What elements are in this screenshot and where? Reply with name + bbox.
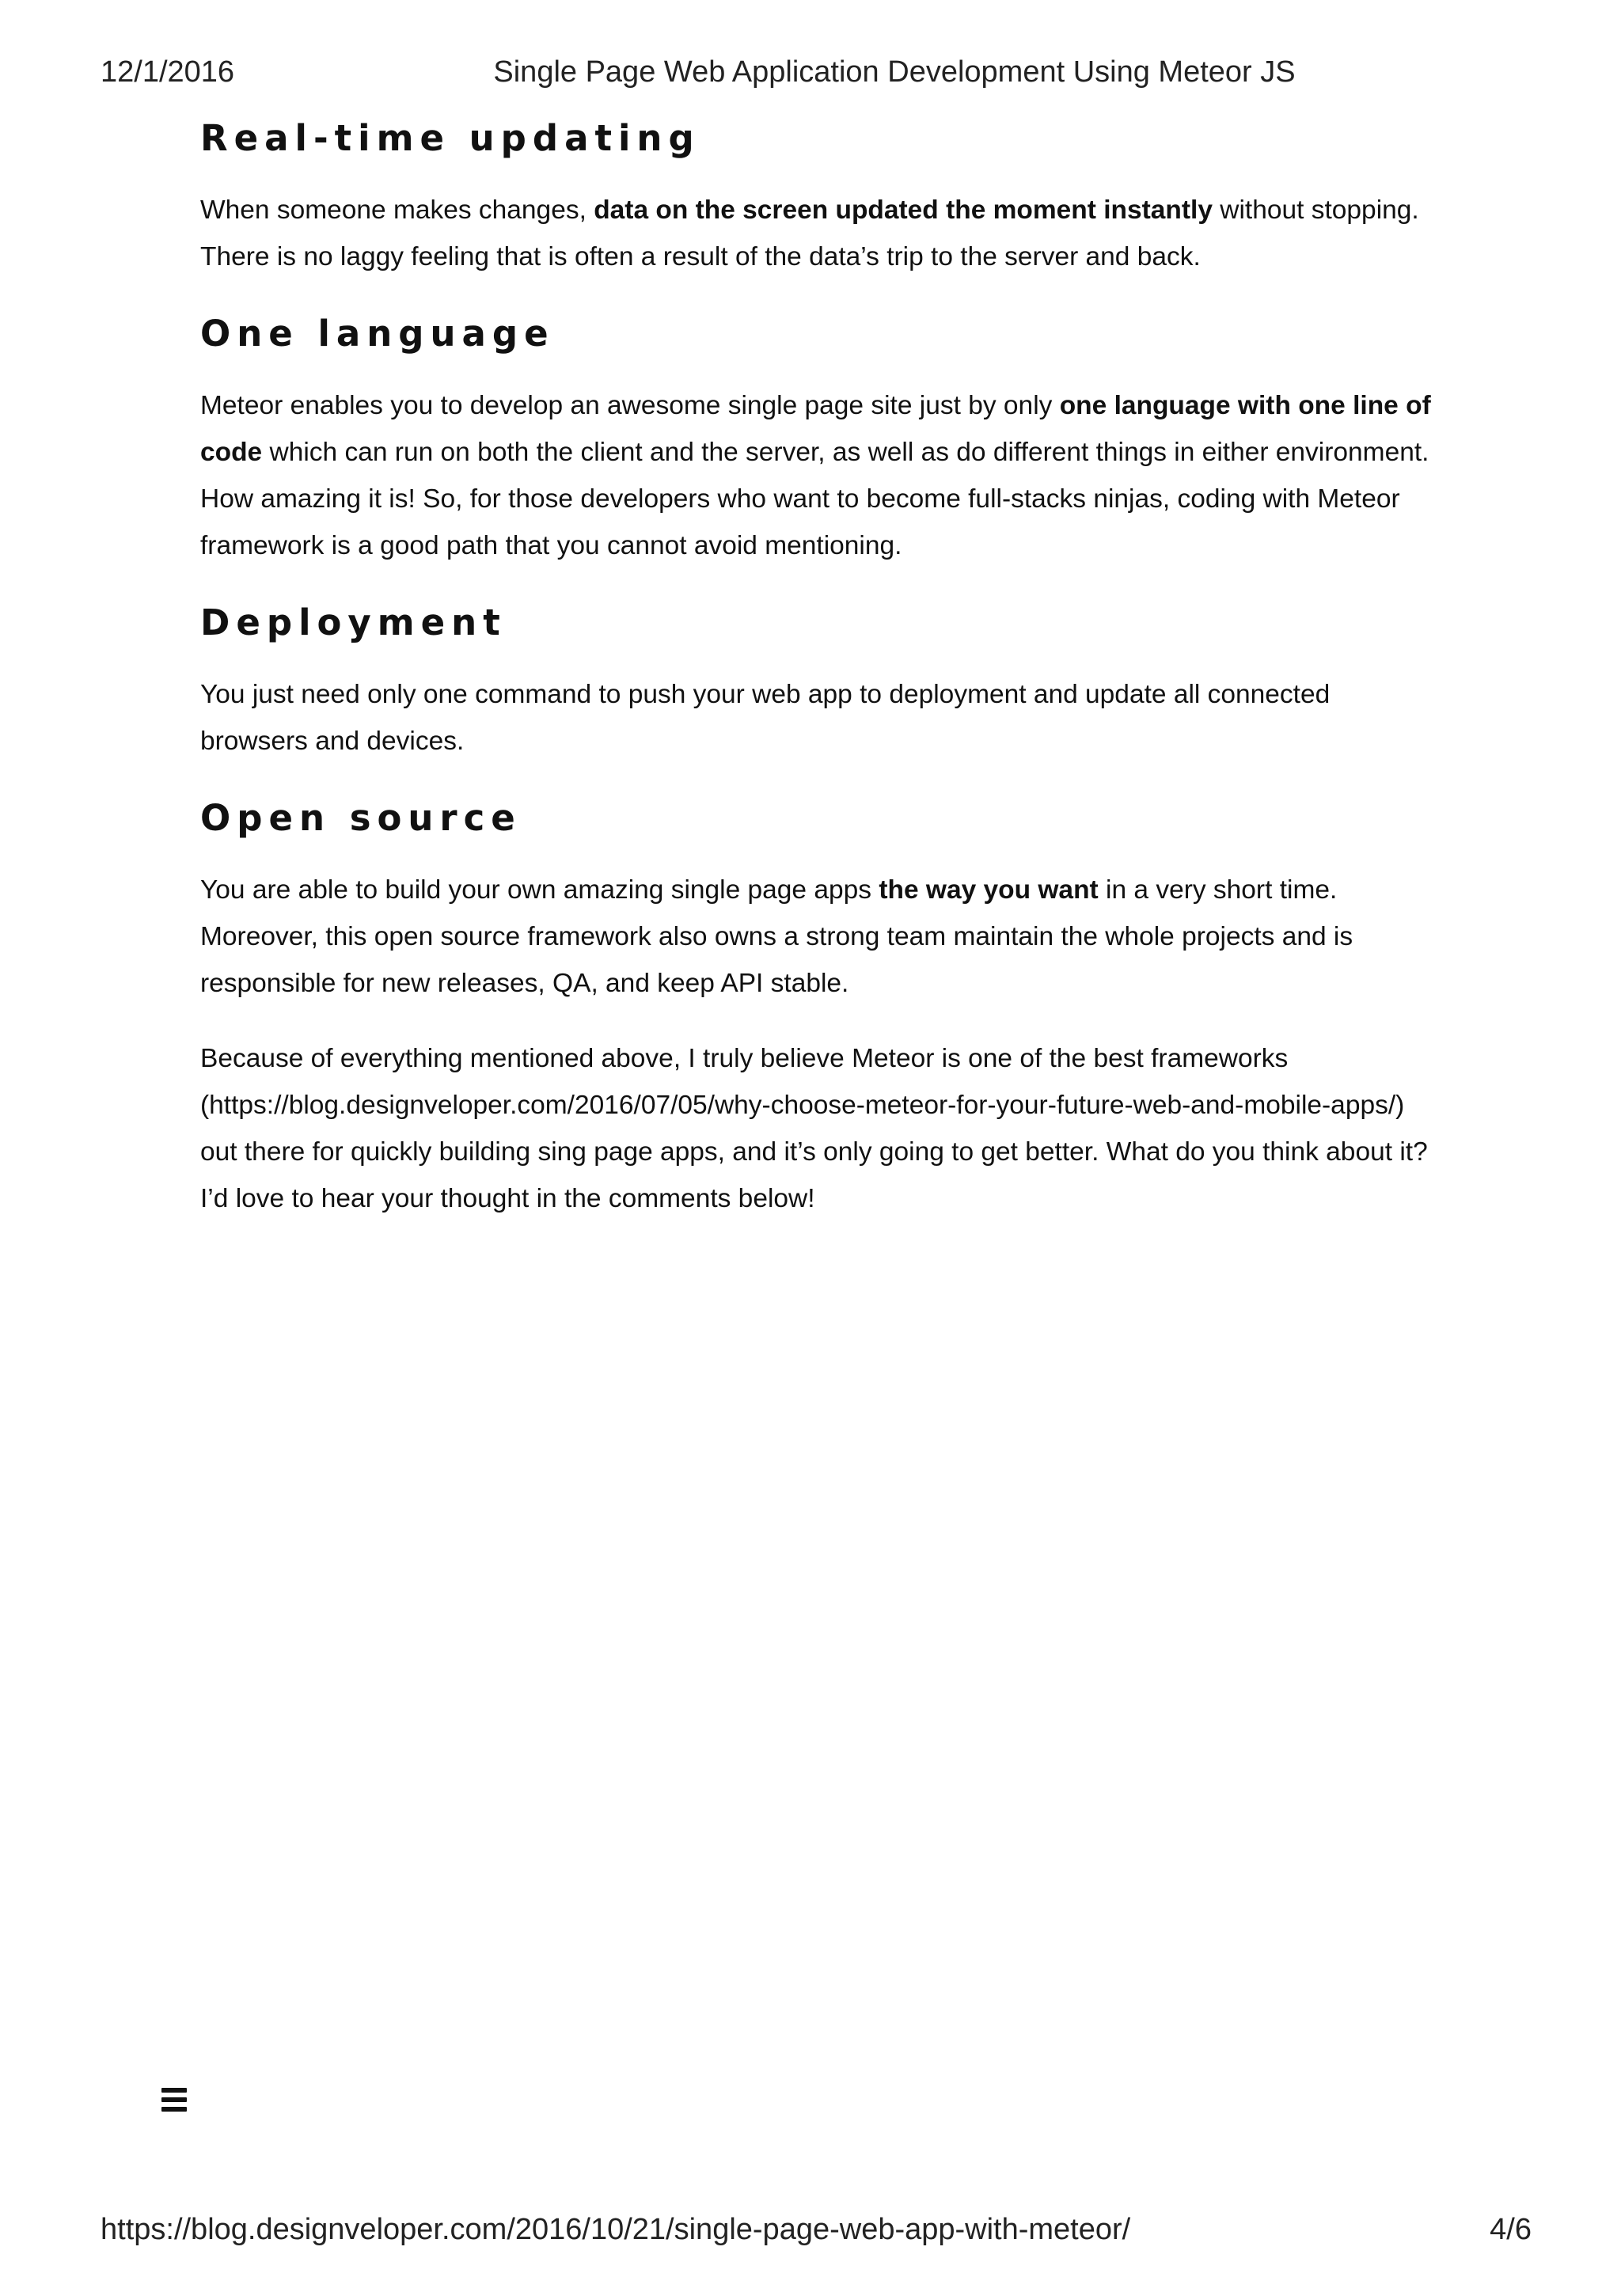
- text-run: in a very short time. Moreover, this open source framework also owns a strong team maintain the whole projects and is responsible for new releases, QA, and keep API stable.: [200, 875, 1353, 998]
- print-page-title: Single Page Web Application Development Using Meteor JS: [493, 55, 1296, 89]
- hamburger-menu-icon[interactable]: [161, 2088, 187, 2112]
- closing-paragraph: Because of everything mentioned above, I truly believe Meteor is one of the best frameworks (https://blog.designveloper.com/2016/07/05/why-choose-meteor-for-your-future-web-and-mobile-apps/) out there for quickly building sing page apps, and it’s only going to get better. What do you think about it? I’d love to hear your thought in the comments below!: [200, 1044, 1428, 1213]
- section-heading-one-language: One language: [200, 313, 555, 355]
- print-footer: [0, 2210, 1621, 2257]
- paragraph-open-source: [200, 867, 1435, 1007]
- print-date: 12/1/2016: [101, 55, 235, 89]
- text-run: which can run on both the client and the server, as well as do different things in either environment. How amazing it is! So, for those developers who want to become full-stacks ninjas, coding with Meteor framework is a good path that you cannot avoid mentioning.: [200, 438, 1429, 560]
- section-heading-real-time-updating: Real-time updating: [200, 117, 700, 159]
- article-body: [200, 109, 1435, 1222]
- bold-text-run: the way you want: [879, 875, 1099, 905]
- section-heading-open-source: Open source: [200, 797, 522, 839]
- text-run: When someone makes changes,: [200, 195, 594, 225]
- menu-bar: [161, 2107, 187, 2112]
- page-number: 4/6: [1490, 2213, 1532, 2246]
- print-header: [0, 51, 1621, 98]
- menu-bar: [161, 2097, 187, 2102]
- paragraph-one-language: [200, 382, 1435, 569]
- menu-bar: [161, 2088, 187, 2093]
- text-run: Meteor enables you to develop an awesome single page site just by only: [200, 391, 1060, 420]
- text-run: without stopping. There is no laggy feeling that is often a result of the data’s trip to the server and back.: [200, 195, 1419, 271]
- section-heading-deployment: Deployment: [200, 602, 507, 643]
- paragraph-deployment: You just need only one command to push your web app to deployment and update all connected browsers and devices.: [200, 680, 1331, 756]
- paragraph-real-time-updating: [200, 187, 1435, 280]
- bold-text-run: data on the screen updated the moment instantly: [594, 195, 1213, 225]
- bold-text-run: one language with one line of code: [200, 391, 1431, 467]
- text-run: You are able to build your own amazing single page apps: [200, 875, 879, 905]
- print-url: https://blog.designveloper.com/2016/10/21/single-page-web-app-with-meteor/: [101, 2213, 1131, 2246]
